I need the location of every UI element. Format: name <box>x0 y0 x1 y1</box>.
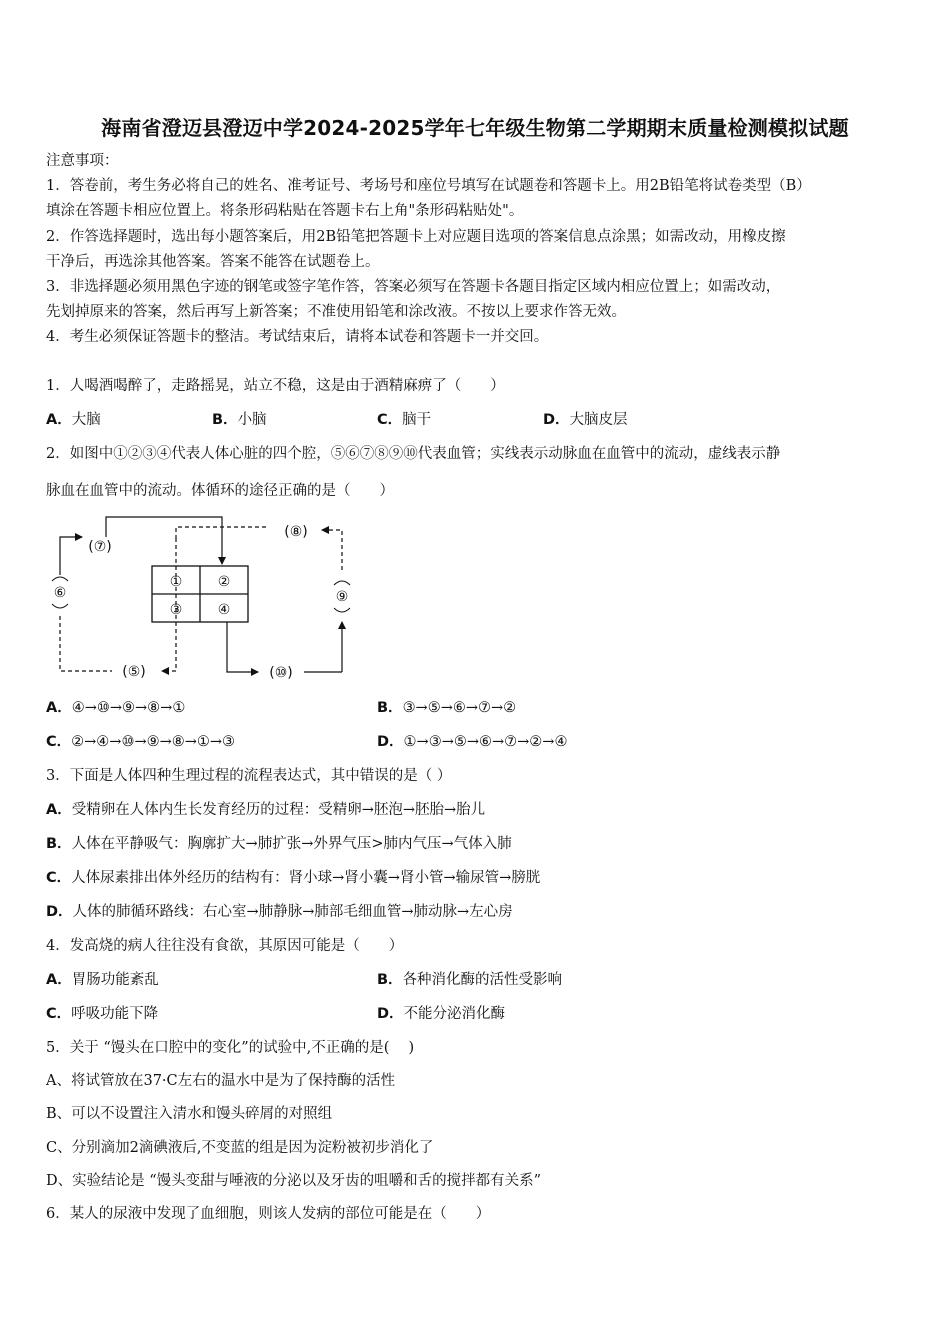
option-text: 人体在平静吸气：胸廓扩大→肺扩张→外界气压>肺内气压→气体入肺 <box>71 836 512 852</box>
question-2-stem-line-1: 2．如图中①②③④代表人体心脏的四个腔，⑤⑥⑦⑧⑨⑩代表血管；实线表示动脉血在血管中的流动，虚线表示静 <box>46 446 781 462</box>
question-1-stem: 1．人喝酒喝醉了，走路摇晃，站立不稳，这是由于酒精麻痹了（ ） <box>46 378 505 394</box>
option-label: A． <box>46 700 72 716</box>
q4-option-d <box>377 1004 505 1024</box>
notice-line-4: 干净后，再选涂其他答案。答案不能答在试题卷上。 <box>46 254 380 270</box>
option-text: 脑干 <box>402 412 432 428</box>
option-text: ④→⑩→⑨→⑧→① <box>71 700 186 716</box>
q4-option-c <box>46 1004 158 1024</box>
q3-option-b <box>46 834 512 854</box>
option-text: ①→③→⑤→⑥→⑦→②→④ <box>403 734 568 750</box>
vessel-5-label: (⑤) <box>122 664 146 680</box>
option-label: C． <box>46 1006 72 1022</box>
notice-line-3: 2．作答选择题时，选出每小题答案后，用2B铅笔把答题卡上对应题目选项的答案信息点涂黑；如需改动，用橡皮擦 <box>46 229 786 245</box>
q5-option-a: A、将试管放在37·C左右的温水中是为了保持酶的活性 <box>46 1073 396 1089</box>
option-text: 人体尿素排出体外经历的结构有：肾小球→肾小囊→肾小管→输尿管→膀胱 <box>71 870 541 886</box>
q3-option-d <box>46 902 513 922</box>
vessel-9-arc-bottom <box>334 608 350 612</box>
option-text: 小脑 <box>237 412 267 428</box>
q5-option-d: D、实验结论是 “馒头变甜与唾液的分泌以及牙齿的咀嚼和舌的搅拌都有关系” <box>46 1173 542 1189</box>
exam-title: 海南省澄迈县澄迈中学2024-2025学年七年级生物第二学期期末质量检测模拟试题 <box>101 116 849 140</box>
option-text: ②→④→⑩→⑨→⑧→①→③ <box>71 734 236 750</box>
option-text: 大脑 <box>71 412 101 428</box>
option-label: D． <box>46 904 73 920</box>
q1-option-b <box>212 410 267 430</box>
chamber-3-label: ③ <box>169 602 183 618</box>
option-label: C． <box>46 734 72 750</box>
vessel-6-arc-bottom <box>52 604 68 608</box>
option-label: D． <box>377 734 404 750</box>
vessel-7-label: (⑦) <box>88 539 112 555</box>
option-label: D． <box>543 412 570 428</box>
option-label: B． <box>377 972 403 988</box>
notice-line-1: 1．答卷前，考生务必将自己的姓名、准考证号、考场号和座位号填写在试题卷和答题卡上。用2B铅笔将试卷类型（B） <box>46 178 811 194</box>
option-text: 人体的肺循环路线：右心室→肺静脉→肺部毛细血管→肺动脉→左心房 <box>72 904 513 920</box>
q4-option-a <box>46 970 159 990</box>
option-label: A． <box>46 802 72 818</box>
notice-line-2: 填涂在答题卡相应位置上。将条形码粘贴在答题卡右上角"条形码粘贴处"。 <box>46 203 524 219</box>
notice-heading: 注意事项： <box>46 153 119 169</box>
option-text: 呼吸功能下降 <box>71 1006 159 1022</box>
q2-option-d <box>377 732 567 752</box>
chamber-1-label: ① <box>169 574 183 590</box>
vessel-10-path <box>227 622 258 672</box>
option-label: D． <box>377 1006 404 1022</box>
option-label: B． <box>377 700 403 716</box>
vessel-7-path <box>60 537 82 575</box>
option-text: 不能分泌消化酶 <box>403 1006 506 1022</box>
chamber-4-label: ④ <box>217 602 231 618</box>
q1-option-c <box>377 410 431 430</box>
option-text: 各种消化酶的活性受影响 <box>402 972 563 988</box>
vessel-9-arc-top <box>334 581 350 585</box>
option-label: A． <box>46 412 72 428</box>
q3-option-a <box>46 800 485 820</box>
q1-option-d <box>543 410 628 430</box>
vessel-9-label: ⑨ <box>335 589 349 605</box>
question-5-stem: 5．关于 “馒头在口腔中的变化”的试验中,不正确的是( ) <box>46 1040 415 1056</box>
option-label: C． <box>377 412 403 428</box>
vessel-8-right <box>322 530 342 570</box>
option-label: B． <box>46 836 72 852</box>
option-text: 大脑皮层 <box>569 412 628 428</box>
notice-line-5: 3．非选择题必须用黑色字迹的钢笔或签字笔作答，答案必须写在答题卡各题目指定区域内相应位置上；如需改动， <box>46 279 781 295</box>
option-text: ③→⑤→⑥→⑦→② <box>402 700 517 716</box>
q2-option-b <box>377 698 516 718</box>
vessel-8-path <box>176 527 266 538</box>
q1-option-a <box>46 410 101 430</box>
option-text: 受精卵在人体内生长发育经历的过程：受精卵→胚泡→胚胎→胎儿 <box>71 802 486 818</box>
chamber-2-label: ② <box>217 574 231 590</box>
vessel-6-arc-top <box>52 577 68 581</box>
option-label: B． <box>212 412 238 428</box>
heart-chambers-grid <box>152 566 248 622</box>
vessel-6-label: ⑥ <box>53 585 67 601</box>
vessel-8-label: (⑧) <box>284 524 308 540</box>
question-2-stem-line-2: 脉血在血管中的流动。体循环的途径正确的是（ ） <box>46 483 394 499</box>
q2-option-a <box>46 698 185 718</box>
heart-circulation-diagram <box>0 505 400 690</box>
q4-option-b <box>377 970 562 990</box>
vessel-7-to-chamber-2 <box>106 517 222 564</box>
notice-line-7: 4．考生必须保证答题卡的整洁。考试结束后，请将本试卷和答题卡一并交回。 <box>46 329 549 345</box>
q5-option-b: B、可以不设置注入清水和馒头碎屑的对照组 <box>46 1106 333 1122</box>
vessel-10-label: (⑩) <box>269 665 293 681</box>
q2-option-c <box>46 732 235 752</box>
q5-option-c: C、分别滴加2滴碘液后,不变蓝的组是因为淀粉被初步消化了 <box>46 1140 434 1156</box>
option-label: C． <box>46 870 72 886</box>
question-6-stem: 6．某人的尿液中发现了血细胞，则该人发病的部位可能是在（ ） <box>46 1206 491 1222</box>
notice-line-6: 先划掉原来的答案，然后再写上新答案；不准使用铅笔和涂改液。不按以上要求作答无效。 <box>46 304 626 320</box>
q3-option-c <box>46 868 540 888</box>
option-label: A． <box>46 972 72 988</box>
option-text: 胃肠功能紊乱 <box>71 972 159 988</box>
question-3-stem: 3．下面是人体四种生理过程的流程表达式，其中错误的是（ ） <box>46 768 452 784</box>
vessel-6-path <box>60 616 112 671</box>
question-4-stem: 4．发高烧的病人往往没有食欲，其原因可能是（ ） <box>46 938 404 954</box>
